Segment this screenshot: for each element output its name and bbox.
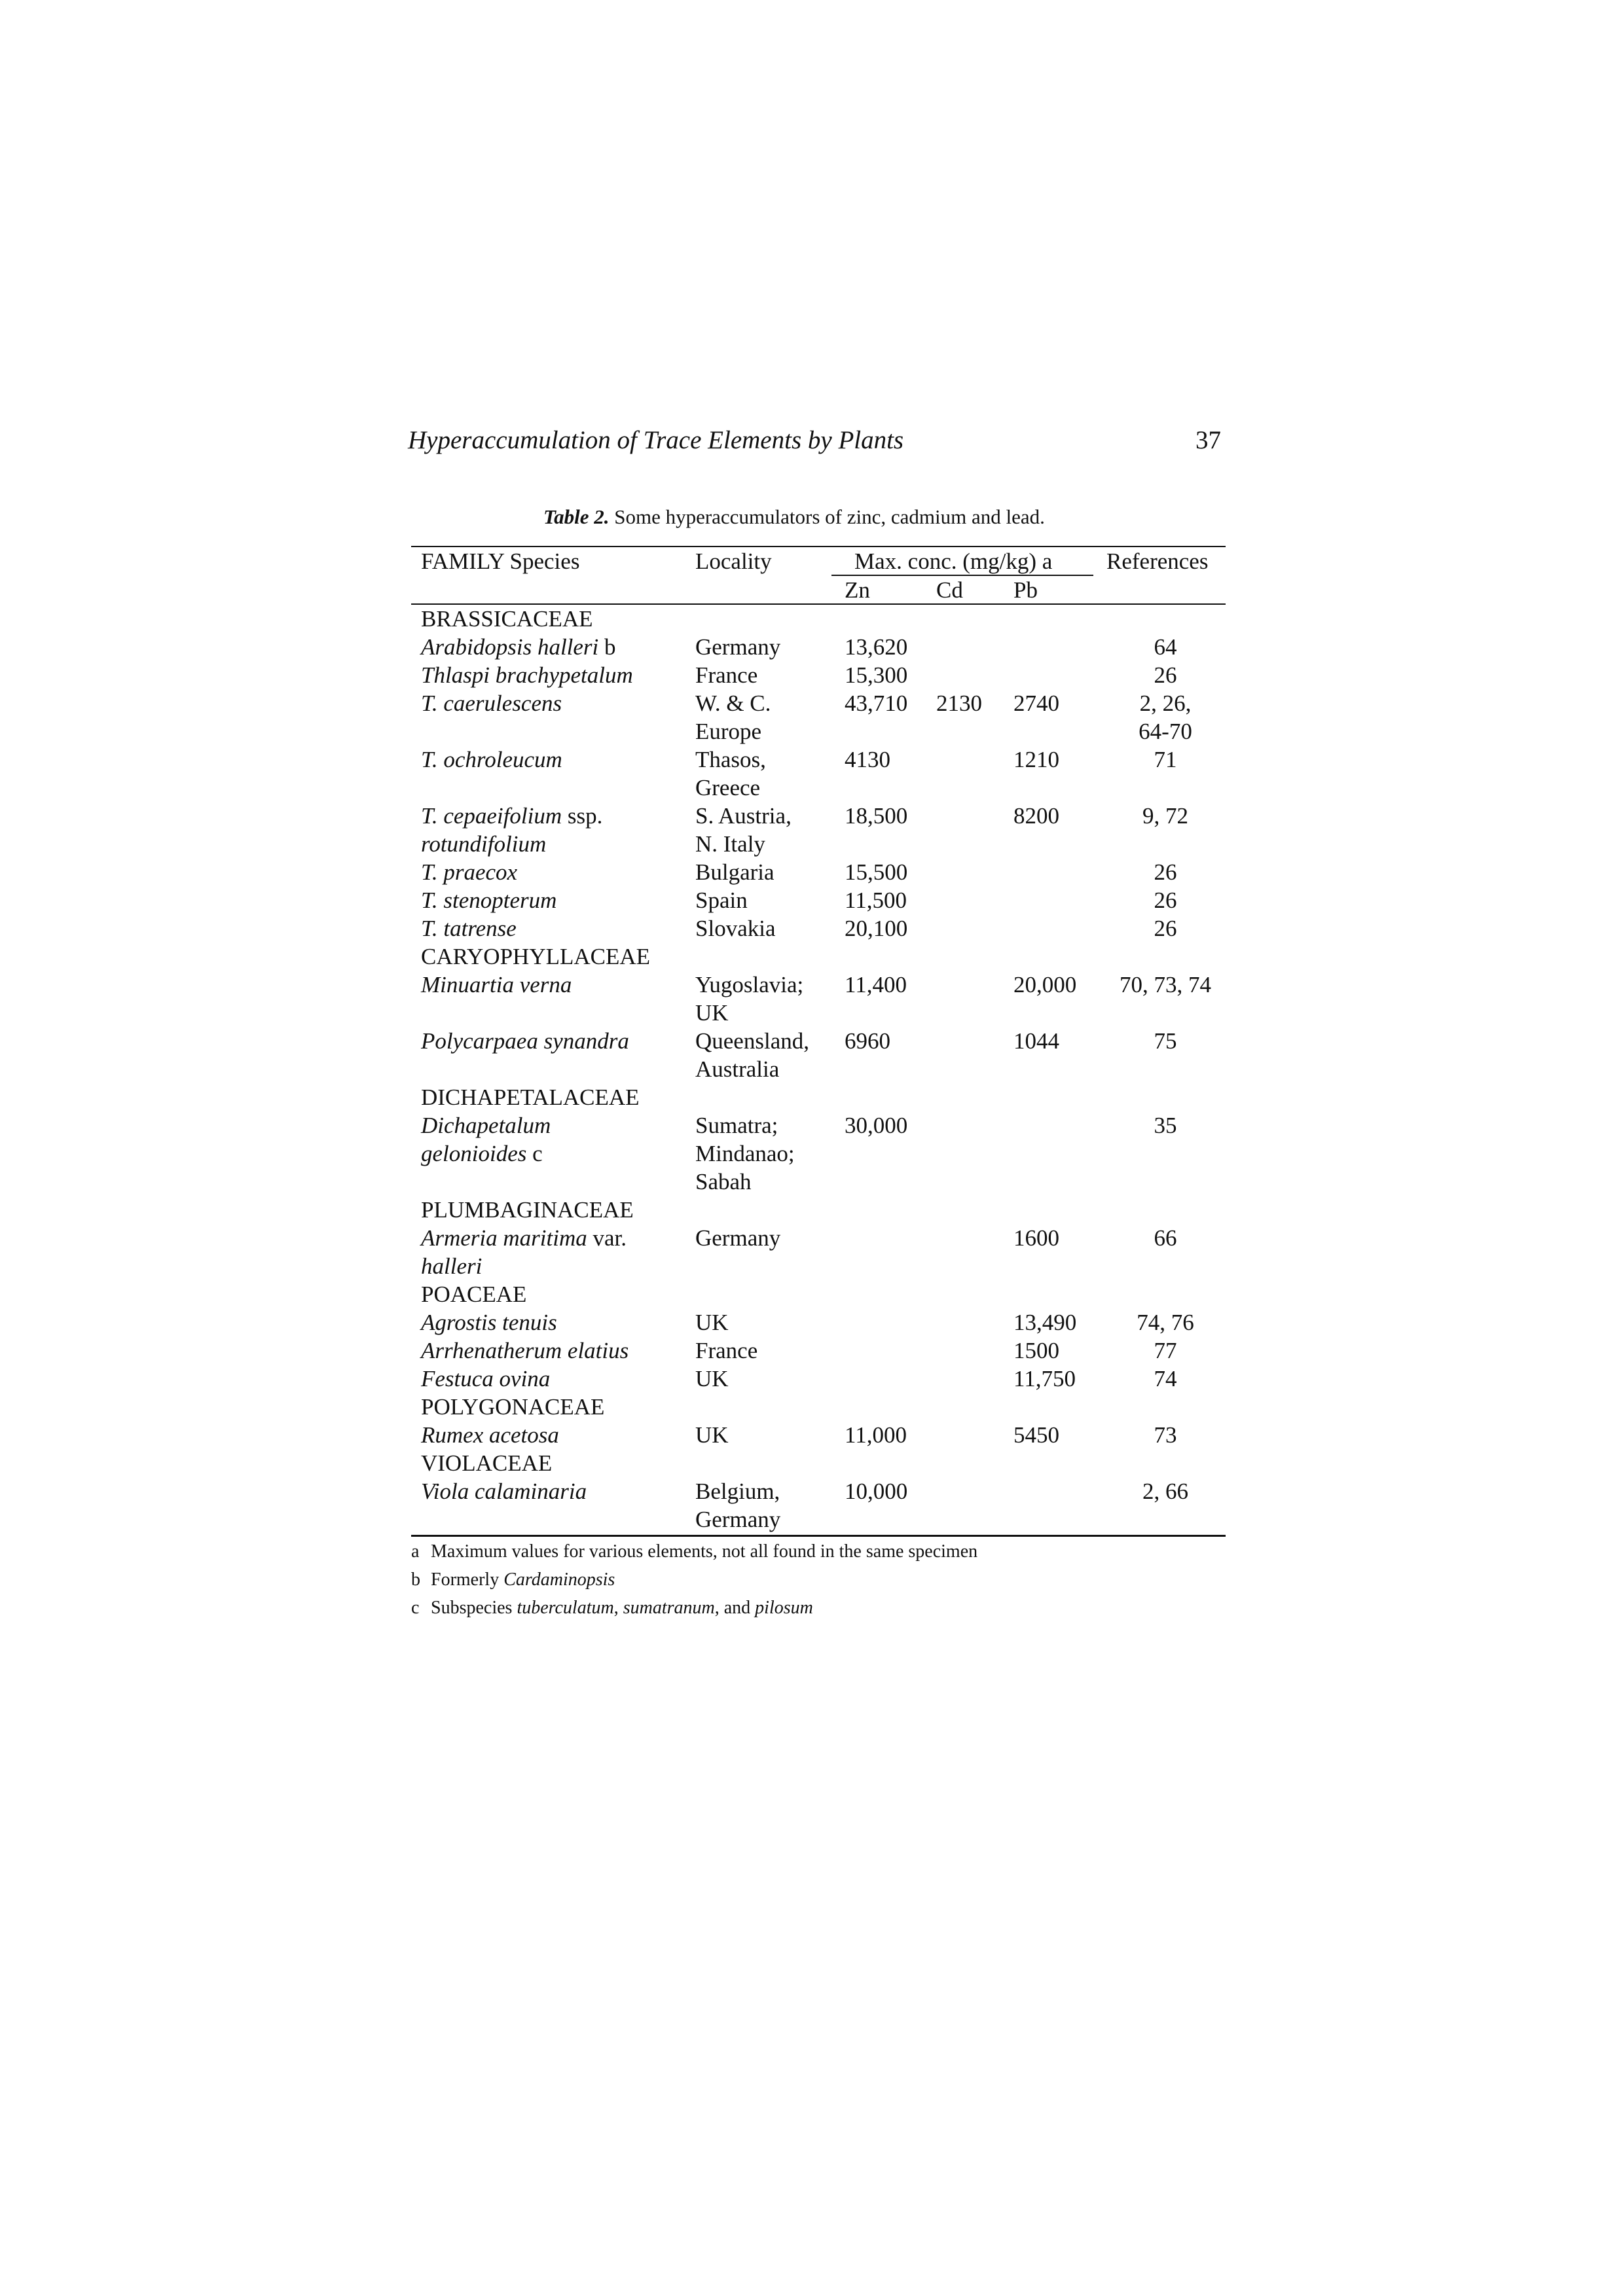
header-cd: Cd [936, 577, 963, 603]
species-name: Viola calaminaria [421, 1479, 587, 1504]
cd-value: 2130 [936, 691, 982, 716]
species-name: T. cepaeifolium ssp. [421, 803, 603, 829]
locality-cell: UK [695, 1310, 729, 1335]
species-name: halleri [421, 1253, 483, 1279]
locality-cell: Thasos, [695, 747, 766, 772]
locality-cell: Greece [695, 775, 761, 800]
locality-cell: Sumatra; [695, 1113, 778, 1138]
locality-cell: Australia [695, 1056, 780, 1082]
zn-value: 15,500 [845, 859, 908, 885]
locality-cell: S. Austria, [695, 803, 792, 829]
species-name: Festuca ovina [421, 1366, 551, 1391]
species-name: Thlaspi brachypetalum [421, 662, 633, 688]
locality-cell: Sabah [695, 1169, 752, 1194]
locality-cell: Queensland, [695, 1028, 809, 1054]
species-name: Dichapetalum [421, 1113, 551, 1138]
zn-value: 4130 [845, 747, 890, 772]
locality-cell: Europe [695, 719, 762, 744]
family-heading: CARYOPHYLLACEAE [421, 944, 651, 969]
references-cell: 71 [1154, 747, 1177, 772]
locality-cell: France [695, 662, 758, 688]
references-cell: 9, 72 [1142, 803, 1188, 829]
zn-value: 11,400 [845, 972, 907, 997]
species-name: T. caerulescens [421, 691, 562, 716]
species-name: gelonioides c [421, 1141, 543, 1166]
locality-cell: Mindanao; [695, 1141, 795, 1166]
references-cell: 75 [1154, 1028, 1177, 1054]
species-name: Arabidopsis halleri b [421, 634, 616, 660]
references-cell: 66 [1154, 1225, 1177, 1251]
zn-value: 15,300 [845, 662, 908, 688]
references-cell: 26 [1154, 916, 1177, 941]
caption-text: Some hyperaccumulators of zinc, cadmium and lead. [609, 505, 1045, 528]
references-cell: 70, 73, 74 [1120, 972, 1211, 997]
locality-cell: UK [695, 1366, 729, 1391]
references-cell: 26 [1154, 662, 1177, 688]
zn-value: 13,620 [845, 634, 908, 660]
locality-cell: France [695, 1338, 758, 1363]
zn-value: 10,000 [845, 1479, 908, 1504]
references-cell: 2, 26, [1139, 691, 1192, 716]
zn-value: 30,000 [845, 1113, 908, 1138]
pb-value: 20,000 [1013, 972, 1077, 997]
locality-cell: Slovakia [695, 916, 776, 941]
references-cell: 73 [1154, 1422, 1177, 1448]
zn-value: 20,100 [845, 916, 908, 941]
references-cell: 26 [1154, 888, 1177, 913]
species-name: T. stenopterum [421, 888, 557, 913]
zn-value: 18,500 [845, 803, 908, 829]
family-heading: DICHAPETALACEAE [421, 1085, 640, 1110]
zn-value: 11,000 [845, 1422, 907, 1448]
species-name: T. praecox [421, 859, 518, 885]
pb-value: 1500 [1013, 1338, 1059, 1363]
references-cell: 26 [1154, 859, 1177, 885]
species-name: T. tatrense [421, 916, 517, 941]
pb-value: 13,490 [1013, 1310, 1077, 1335]
locality-cell: Bulgaria [695, 859, 775, 885]
family-heading: VIOLACEAE [421, 1450, 553, 1476]
references-cell: 35 [1154, 1113, 1177, 1138]
header-zn: Zn [845, 577, 870, 603]
locality-cell: Germany [695, 634, 781, 660]
pb-value: 1600 [1013, 1225, 1059, 1251]
header-references: References [1106, 548, 1209, 574]
pb-value: 5450 [1013, 1422, 1059, 1448]
pb-value: 1210 [1013, 747, 1059, 772]
page-number: 37 [1195, 426, 1221, 454]
pb-value: 8200 [1013, 803, 1059, 829]
footnote: c Subspecies tuberculatum, sumatranum, and pilosum [411, 1598, 813, 1618]
family-heading: BRASSICACEAE [421, 606, 593, 632]
footnote: a Maximum values for various elements, not all found in the same specimen [411, 1541, 978, 1562]
references-cell: 77 [1154, 1338, 1177, 1363]
species-name: rotundifolium [421, 831, 547, 857]
running-title: Hyperaccumulation of Trace Elements by Plants [408, 426, 904, 454]
references-cell: 74, 76 [1137, 1310, 1194, 1335]
family-heading: POACEAE [421, 1282, 527, 1307]
zn-value: 6960 [845, 1028, 890, 1054]
table-bottom-rule [411, 1535, 1226, 1537]
locality-cell: N. Italy [695, 831, 765, 857]
header-locality: Locality [695, 548, 772, 574]
pb-value: 2740 [1013, 691, 1059, 716]
species-name: Polycarpaea synandra [421, 1028, 629, 1054]
references-cell: 64 [1154, 634, 1177, 660]
references-cell: 2, 66 [1142, 1479, 1188, 1504]
locality-cell: Spain [695, 888, 748, 913]
family-heading: PLUMBAGINACEAE [421, 1197, 634, 1223]
references-cell: 74 [1154, 1366, 1177, 1391]
header-pb: Pb [1013, 577, 1038, 603]
locality-cell: Yugoslavia; [695, 972, 804, 997]
locality-cell: UK [695, 1000, 729, 1026]
references-cell: 64-70 [1139, 719, 1192, 744]
pb-value: 11,750 [1013, 1366, 1076, 1391]
locality-cell: UK [695, 1422, 729, 1448]
species-name: Arrhenatherum elatius [421, 1338, 629, 1363]
header-family-species: FAMILY Species [421, 548, 580, 574]
zn-value: 43,710 [845, 691, 908, 716]
table-caption [543, 505, 1045, 529]
species-name: Minuartia verna [421, 972, 572, 997]
locality-cell: Germany [695, 1225, 781, 1251]
species-name: Agrostis tenuis [421, 1310, 557, 1335]
footnote: b Formerly Cardaminopsis [411, 1570, 615, 1590]
locality-cell: Germany [695, 1507, 781, 1532]
species-name: Armeria maritima var. [421, 1225, 627, 1251]
footnotes [411, 1537, 977, 1622]
zn-value: 11,500 [845, 888, 907, 913]
locality-cell: W. & C. [695, 691, 771, 716]
species-name: Rumex acetosa [421, 1422, 559, 1448]
family-heading: POLYGONACEAE [421, 1394, 605, 1420]
pb-value: 1044 [1013, 1028, 1059, 1054]
header-max-conc: Max. conc. (mg/kg) a [854, 548, 1053, 574]
species-name: T. ochroleucum [421, 747, 562, 772]
locality-cell: Belgium, [695, 1479, 780, 1504]
caption-label: Table 2. [543, 505, 610, 528]
